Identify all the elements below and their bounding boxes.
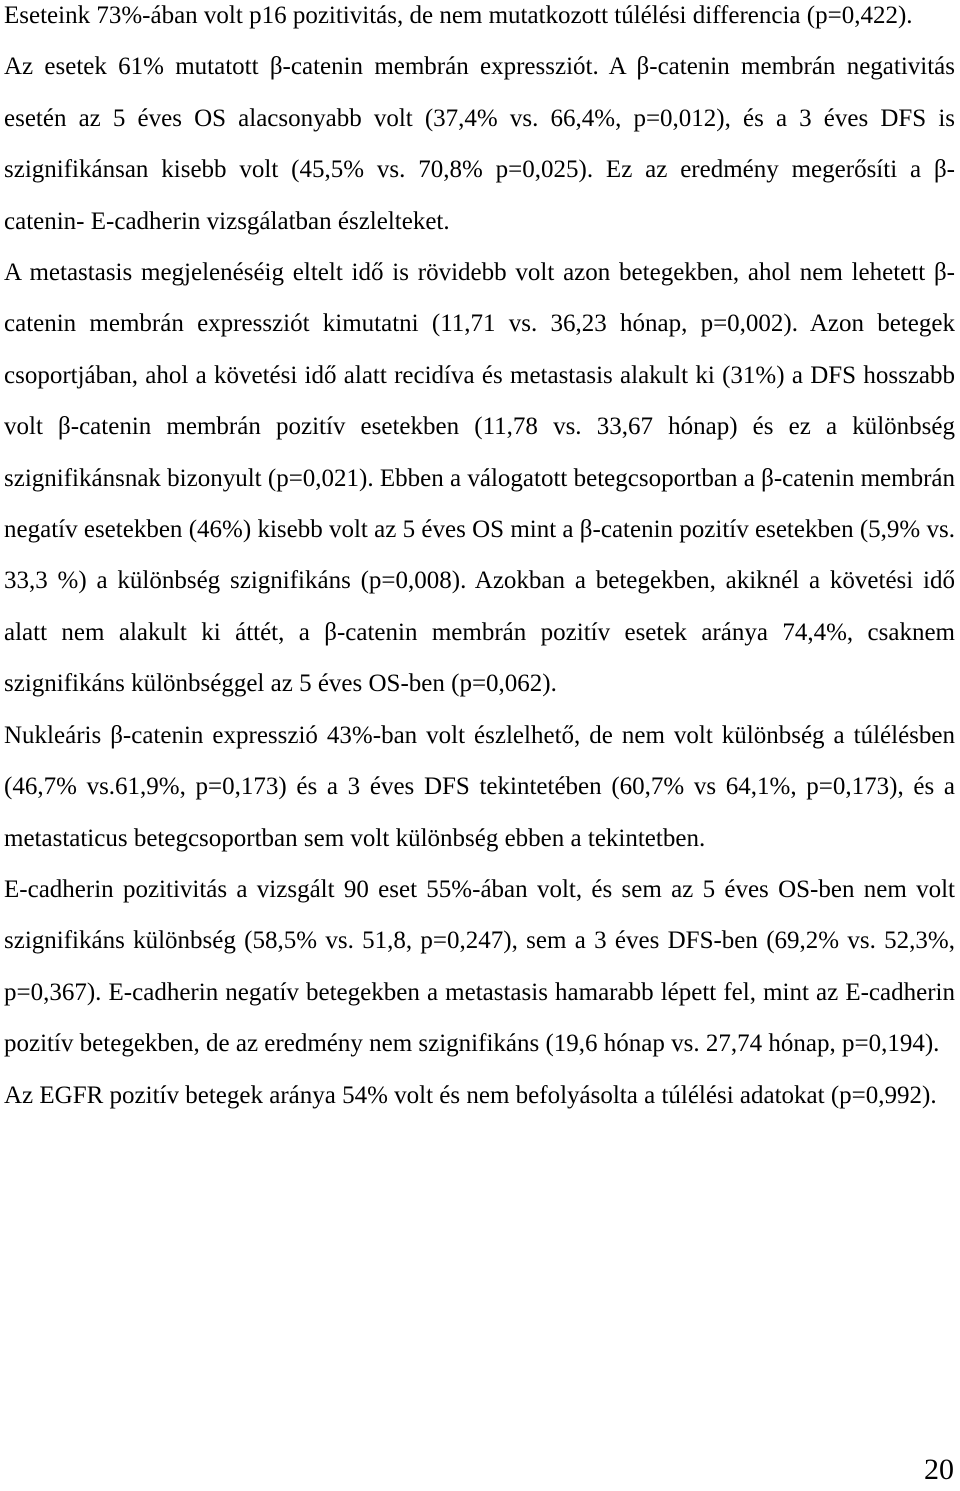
paragraph-e-cadherin: E-cadherin pozitivitás a vizsgált 90 eset 55%-ában volt, és sem az 5 éves OS-ben nem volt szignifikáns különbség (58,5% vs. 51,8, p=0,247), sem a 3 éves DFS-ben (69,2% vs. 52,3%, p=0,367). E-cadherin negatív betegekben a metastasis hamarabb lépett fel, mint az E-cadherin pozitív betegekben, de az eredmény nem szignifikáns (19,6 hónap vs. 27,74 hónap, p=0,194). (4, 875, 955, 1058)
paragraph-beta-catenin-membrane: Az esetek 61% mutatott β-catenin membrán expressziót. A β-catenin membrán negativitás esetén az 5 éves OS alacsonyabb volt (37,4% vs. 66,4%, p=0,012), és a 3 éves DFS is szignifikánsan kisebb volt (45,5% vs. 70,8% p=0,025). Ez az eredmény megerősíti a β-catenin- E-cadherin vizsgálatban észlelteket. (4, 53, 955, 235)
body-text (4, 0, 955, 1121)
paragraph-egfr: Az EGFR pozitív betegek aránya 54% volt és nem befolyásolta a túlélési adatokat (p=0,992). (4, 1081, 937, 1109)
paragraph-metastasis: A metastasis megjelenéséig eltelt idő is rövidebb volt azon betegekben, ahol nem lehetett β-catenin membrán expressziót kimutatni (11,71 vs. 36,23 hónap, p=0,002). Azon betegek csoportjában, ahol a követési idő alatt recidíva és metastasis alakult ki (31%) a DFS hosszabb volt β-catenin membrán pozitív esetekben (11,78 vs. 33,67 hónap) és ez a különbség szignifikánsnak bizonyult (p=0,021). Ebben a válogatott betegcsoportban a β-catenin membrán negatív esetekben (46%) kisebb volt az 5 éves OS mint a β-catenin pozitív esetekben (5,9% vs. 33,3 %) a különbség szignifikáns (p=0,008). Azokban a betegekben, akiknél a követési idő alatt nem alakult ki áttét, a β-catenin membrán pozitív esetek aránya 74,4%, csaknem szignifikáns különbséggel az 5 éves OS-ben (p=0,062). (4, 259, 955, 698)
page-number: 20 (924, 1453, 954, 1486)
paragraph-nuclear-beta-catenin: Nukleáris β-catenin expresszió 43%-ban volt észlelhető, de nem volt különbség a túlélésben (46,7% vs.61,9%, p=0,173) és a 3 éves DFS tekintetében (60,7% vs 64,1%, p=0,173), és a metastaticus betegcsoportban sem volt különbség ebben a tekintetben. (4, 721, 955, 852)
paragraph-p16: Eseteink 73%-ában volt p16 pozitivitás, de nem mutatkozott túlélési differencia (p=0,422). (4, 2, 913, 29)
